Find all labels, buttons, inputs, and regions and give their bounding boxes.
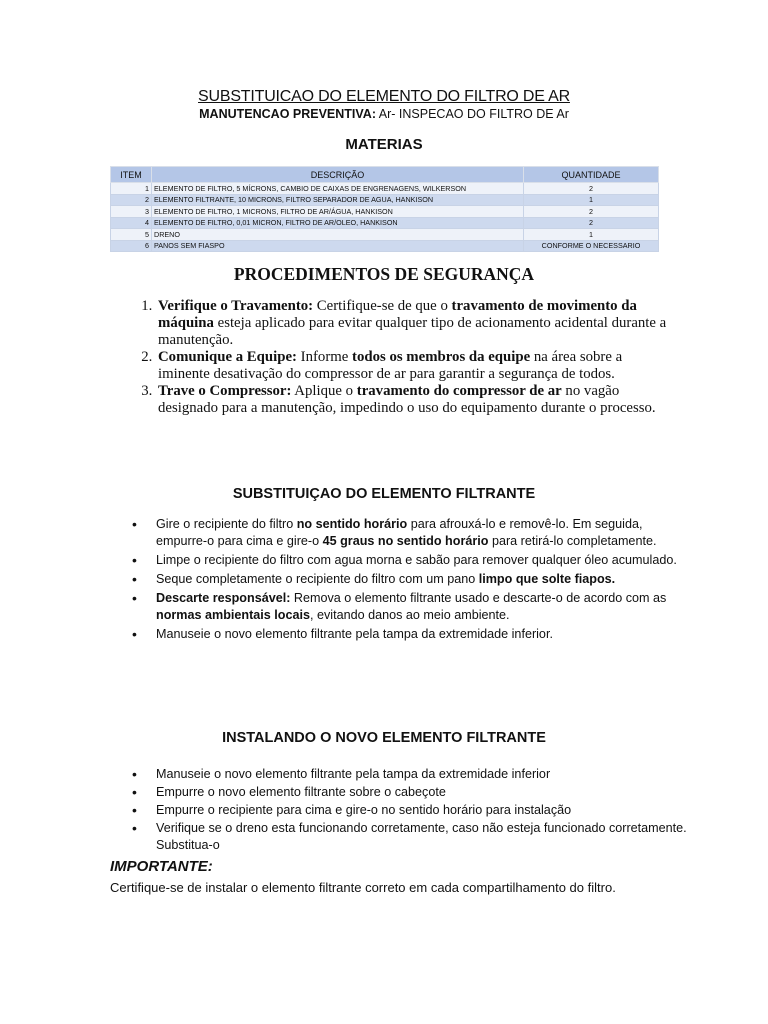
- row-item: 6: [111, 240, 152, 252]
- item-bold-text: limpo que solte fiapos.: [478, 572, 616, 586]
- item-text: Limpe o recipiente do filtro com agua morna e sabão para remover qualquer óleo acumulado.: [156, 553, 677, 567]
- row-item: 5: [111, 229, 152, 241]
- table-row: [111, 240, 659, 252]
- table-row: [111, 217, 659, 229]
- item-text: no vagão designado para a manutenção, impedindo o uso do equipamento durante o processo.: [158, 383, 656, 416]
- list-item: • Empurre o recipiente para cima e gire-o no sentido horário para instalação: [156, 802, 696, 819]
- item-text: , evitando danos ao meio ambiente.: [310, 608, 510, 622]
- list-item: • Verifique se o dreno esta funcionando corretamente, caso não esteja funcionado corretamente. Substitua-o: [156, 820, 696, 854]
- list-item: [156, 298, 676, 349]
- list-item: [156, 383, 676, 417]
- table-row: [111, 194, 659, 206]
- safety-procedures-list: [132, 298, 676, 417]
- item-bold-text: 45 graus no sentido horário: [322, 534, 489, 548]
- replace-steps-list: [132, 516, 696, 645]
- item-text: Aplique o: [291, 383, 357, 399]
- header-item: ITEM: [111, 167, 152, 183]
- important-text: Certifique-se de instalar o elemento filtrante correto em cada compartilhamento do filtro.: [110, 880, 616, 895]
- item-text: Remova o elemento filtrante usado e descarte-o de acordo com as: [290, 591, 667, 605]
- list-item: [156, 516, 696, 550]
- row-quantity: 2: [524, 206, 659, 218]
- item-bold-text: travamento do compressor de ar: [356, 383, 562, 399]
- row-description: ELEMENTO DE FILTRO, 1 MICRONS, FILTRO DE AR/ÁGUA, HANKISON: [152, 206, 524, 218]
- item-text: Gire o recipiente do filtro: [156, 517, 297, 531]
- item-bold-text: todos os membros da equipe: [352, 349, 531, 365]
- item-text: Certifique-se de que o: [313, 298, 452, 314]
- row-description: ELEMENTO DE FILTRO, 0,01 MICRON, FILTRO DE AR/OLEO, HANKISON: [152, 217, 524, 229]
- table-row: [111, 229, 659, 241]
- item-text: para afrouxá-lo e removê-lo. Em seguida, empurre-o para cima e gire-o: [156, 517, 643, 548]
- row-quantity: CONFORME O NECESSARIO: [524, 240, 659, 252]
- list-item: [156, 590, 696, 624]
- row-quantity: 2: [524, 217, 659, 229]
- safety-heading: PROCEDIMENTOS DE SEGURANÇA: [233, 264, 535, 284]
- item-bold-text: normas ambientais locais: [156, 608, 310, 622]
- row-description: PANOS SEM FIASPO: [152, 240, 524, 252]
- item-bold-label: Comunique a Equipe:: [158, 349, 297, 365]
- row-quantity: 1: [524, 194, 659, 206]
- item-bold-label: Trave o Compressor:: [158, 383, 292, 399]
- subtitle-label: MANUTENCAO PREVENTIVA:: [199, 107, 376, 121]
- item-bold-label: Verifique o Travamento:: [158, 298, 314, 314]
- document-title: SUBSTITUICAO DO ELEMENTO DO FILTRO DE AR: [198, 88, 570, 105]
- item-bold-text: no sentido horário: [296, 517, 408, 531]
- item-bold-label: Descarte responsável:: [156, 591, 291, 605]
- table-row: [111, 206, 659, 218]
- table-header-row: [111, 167, 659, 183]
- materials-heading: MATERIAS: [345, 136, 423, 153]
- item-bold-text: travamento de movimento da máquina: [158, 298, 637, 331]
- row-description: ELEMENTO DE FILTRO, 5 MÍCRONS, CAMBIO DE CAIXAS DE ENGRENAGENS, WILKERSON: [152, 183, 524, 195]
- item-text: para retirá-lo completamente.: [488, 534, 657, 548]
- document-subtitle: [0, 107, 768, 121]
- materials-table: [110, 166, 659, 252]
- table-row: [111, 183, 659, 195]
- header-quantity: QUANTIDADE: [524, 167, 659, 183]
- list-item: [156, 626, 696, 643]
- row-item: 4: [111, 217, 152, 229]
- install-heading: INSTALANDO O NOVO ELEMENTO FILTRANTE: [222, 730, 546, 746]
- row-item: 2: [111, 194, 152, 206]
- row-description: ELEMENTO FILTRANTE, 10 MICRONS, FILTRO SEPARADOR DE AGUA, HANKISON: [152, 194, 524, 206]
- list-item: [156, 552, 696, 569]
- row-quantity: 1: [524, 229, 659, 241]
- row-quantity: 2: [524, 183, 659, 195]
- row-item: 1: [111, 183, 152, 195]
- subtitle-text: Ar- INSPECAO DO FILTRO DE Ar: [376, 107, 569, 121]
- list-item: • Empurre o novo elemento filtrante sobre o cabeçote: [156, 784, 696, 801]
- item-text: Seque completamente o recipiente do filtro com um pano: [156, 572, 479, 586]
- item-text: na área sobre a iminente desativação do compressor de ar para garantir a segurança de todos.: [158, 349, 623, 382]
- replace-heading: SUBSTITUIÇAO DO ELEMENTO FILTRANTE: [232, 486, 536, 502]
- row-description: DRENO: [152, 229, 524, 241]
- list-item: • Manuseie o novo elemento filtrante pela tampa da extremidade inferior: [156, 766, 696, 783]
- item-text: esteja aplicado para evitar qualquer tipo de acionamento acidental durante a manutenção.: [158, 315, 667, 348]
- row-item: 3: [111, 206, 152, 218]
- list-item: [156, 571, 696, 588]
- item-text: Manuseie o novo elemento filtrante pela tampa da extremidade inferior.: [156, 627, 553, 641]
- header-description: DESCRIÇÃO: [152, 167, 524, 183]
- install-steps-list: [132, 766, 696, 855]
- list-item: [156, 349, 676, 383]
- item-text: Informe: [296, 349, 353, 365]
- important-title: IMPORTANTE:: [110, 858, 213, 875]
